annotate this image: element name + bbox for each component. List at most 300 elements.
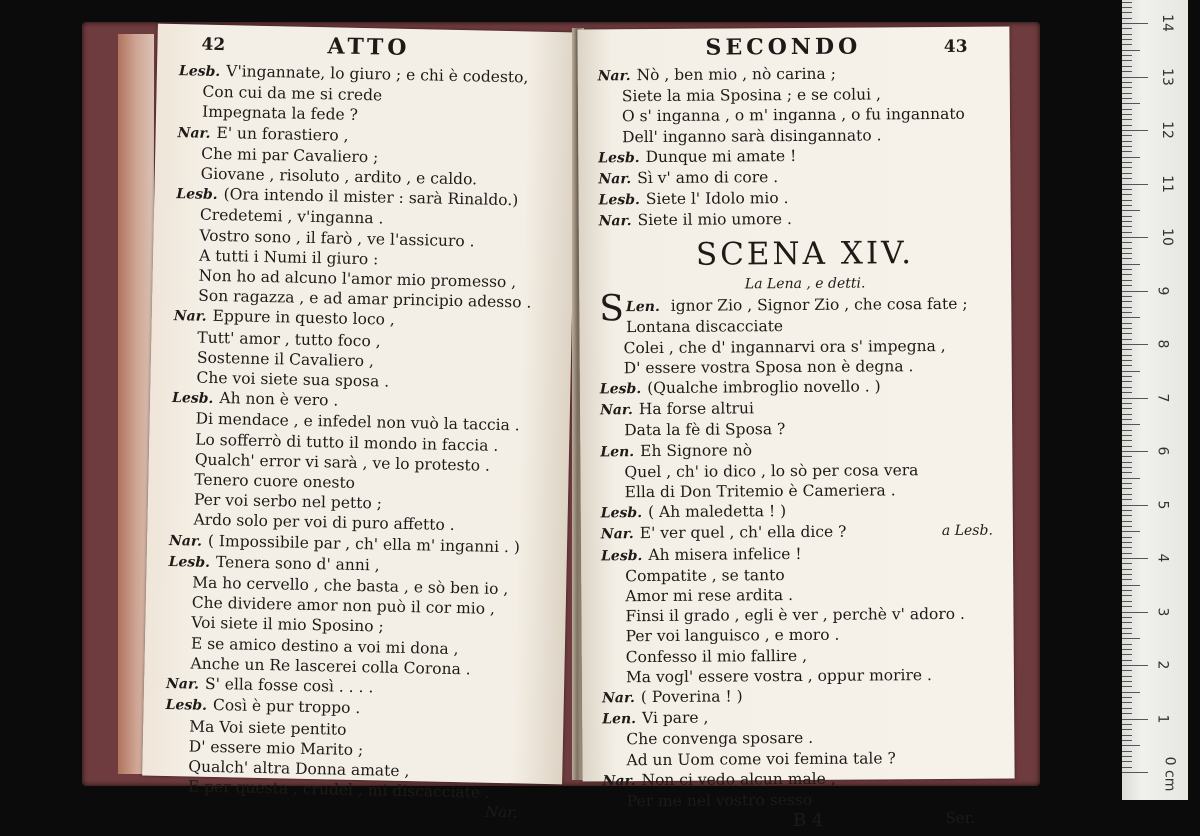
drop-cap: S [599, 287, 625, 329]
line-text: Lo sofferrò di tutto il mondo in faccia . [195, 430, 499, 455]
ruler-tick [1122, 103, 1140, 104]
ruler-tick [1122, 451, 1148, 452]
ruler-tick [1122, 670, 1132, 671]
text-line [602, 644, 1014, 667]
ruler-tick [1122, 307, 1132, 308]
ruler-tick [1122, 553, 1132, 554]
line-text: Per me nel vostro sesso [626, 790, 813, 811]
ruler-tick [1122, 98, 1132, 99]
ruler-number: 6 [1154, 446, 1171, 456]
right-page-number: 43 [943, 36, 968, 57]
ruler-tick [1122, 724, 1132, 725]
ruler-tick [1122, 162, 1132, 163]
line-text: Per voi languisco , e moro . [625, 626, 840, 646]
ruler-tick [1122, 349, 1132, 350]
ruler-tick [1122, 745, 1140, 746]
ruler-tick [1122, 194, 1132, 195]
ruler-number: 9 [1154, 286, 1171, 295]
speaker-label: Len. [600, 443, 635, 461]
line-text: D' essere vostra Sposa non è degna . [623, 357, 914, 378]
ruler-tick [1122, 210, 1140, 211]
ruler-tick [1122, 478, 1140, 479]
ruler-tick [1122, 221, 1132, 222]
line-text: O s' inganna , o m' inganna , o fu ingannato [621, 105, 965, 126]
ruler-tick [1122, 269, 1132, 270]
line-text: Confesso il mio fallire , [625, 646, 808, 666]
ruler-tick [1122, 371, 1140, 372]
text-line [598, 84, 1010, 107]
line-text: Siete la mia Sposina ; e se colui , [621, 85, 881, 106]
speaker-label: Nar. [599, 402, 633, 419]
line-text: E se amico destino a voi mi dona , [190, 634, 459, 658]
line-text: Vostro sono , il farò , ve l'assicuro . [199, 226, 475, 250]
ruler-tick [1122, 521, 1132, 522]
line-text: Che convenga sposare . [626, 729, 814, 749]
text-line [598, 187, 1010, 211]
ruler-tick [1122, 200, 1132, 201]
ruler-number: 12 [1158, 121, 1175, 139]
ruler-tick [1122, 355, 1132, 356]
speaker-label: Nar. [598, 213, 632, 230]
text-line [602, 624, 1014, 647]
speaker-label: Nar. [601, 690, 635, 707]
ruler-tick [1122, 77, 1148, 78]
ruler-tick [1122, 638, 1140, 639]
ruler-tick [1122, 649, 1132, 650]
ruler-tick [1122, 585, 1140, 586]
line-text: Ah non è vero . [219, 389, 339, 410]
measurement-ruler [1122, 0, 1188, 800]
ruler-tick [1122, 7, 1132, 8]
text-line [601, 521, 1013, 545]
left-page-number: 42 [201, 34, 226, 56]
ruler-tick [1122, 612, 1148, 613]
ruler-tick [1122, 66, 1132, 67]
line-text: (Qualche imbroglio novello . ) [647, 377, 881, 398]
ruler-tick [1122, 531, 1140, 532]
speaker-label: Lesb. [165, 697, 208, 715]
ruler-tick [1122, 71, 1132, 72]
ruler-tick [1122, 333, 1132, 334]
speaker-label: Lesb. [178, 63, 221, 80]
ruler-tick [1122, 446, 1132, 447]
line-text: Ardo solo per voi di puro affetto . [193, 511, 455, 535]
line-text: S' ella fosse così . . . . [204, 674, 374, 697]
ruler-tick [1122, 50, 1140, 51]
line-text: Nò , ben mio , nò carina ; [636, 64, 836, 85]
line-text: Non ho ad alcuno l'amor mio promesso , [198, 266, 517, 292]
ruler-tick [1122, 296, 1132, 297]
ruler-tick [1122, 151, 1132, 152]
line-text: Quel , ch' io dico , lo sò per cosa vera [624, 460, 919, 482]
line-text: Così è pur troppo . [212, 696, 361, 718]
line-text: Qualch' error vi sarà , ve lo protesto . [194, 450, 491, 475]
left-catchword: Nar. [484, 803, 518, 822]
line-text: Dell' inganno sarà disingannato . [622, 126, 882, 146]
line-text: Sì v' amo di core . [637, 168, 779, 188]
ruler-tick [1122, 622, 1132, 623]
ruler-tick [1122, 264, 1140, 265]
ruler-tick [1122, 628, 1132, 629]
text-line [601, 604, 1013, 627]
speaker-label: Lesb. [168, 553, 211, 571]
line-text: A tutti i Numi il giuro : [198, 246, 379, 269]
ruler-tick [1122, 87, 1132, 88]
ruler-number: 3 [1154, 607, 1171, 616]
ruler-tick [1122, 189, 1132, 190]
text-line [602, 747, 1014, 770]
speaker-label: Nar. [165, 676, 200, 693]
ruler-tick [1122, 344, 1148, 345]
line-text: ( Poverina ! ) [640, 687, 743, 707]
ruler-tick [1122, 28, 1132, 29]
text-line [600, 397, 1012, 421]
speaker-label: Nar. [168, 532, 203, 550]
line-text: Dunque mi amate ! [645, 146, 797, 166]
line-text: Qualch' altra Donna amate , [188, 757, 410, 781]
text-line [598, 166, 1010, 190]
ruler-tick [1122, 729, 1132, 730]
line-text: Tenera sono d' anni , [215, 552, 380, 575]
ruler-tick [1122, 644, 1132, 645]
text-line [598, 104, 1010, 127]
ruler-number: 11 [1158, 174, 1175, 193]
speaker-label: Nar. [173, 308, 207, 326]
text-line [599, 287, 1011, 338]
line-text: ignor Zio , Signor Zio , che cosa fate ; [670, 294, 968, 315]
speaker-label: Nar. [600, 526, 634, 543]
ruler-tick [1122, 167, 1132, 168]
ruler-tick [1122, 141, 1132, 142]
line-text: ( Impossibile par , ch' ella m' inganni . ) [207, 531, 521, 557]
line-text: Ad un Uom come voi femina tale ? [626, 748, 896, 769]
scene-subtitle: La Lena , e detti. [744, 275, 866, 292]
line-text: Giovane , risoluto , ardito , e caldo. [200, 164, 478, 189]
ruler-tick [1122, 114, 1132, 115]
ruler-tick [1122, 435, 1132, 436]
ruler-tick [1122, 537, 1132, 538]
text-line [602, 664, 1014, 687]
speaker-label: Lesb. [176, 186, 218, 204]
ruler-tick [1122, 55, 1132, 56]
ruler-tick [1122, 601, 1132, 602]
ruler-tick [1122, 751, 1132, 752]
ruler-tick [1122, 456, 1132, 457]
ruler-tick [1122, 60, 1132, 61]
ruler-tick [1122, 274, 1132, 275]
ruler-tick [1122, 681, 1132, 682]
text-line [601, 542, 1013, 566]
ruler-tick [1122, 483, 1132, 484]
line-text: ( Ah maledetta ! ) [647, 502, 787, 522]
ruler-tick [1122, 697, 1132, 698]
ruler-tick [1122, 381, 1132, 382]
text-line [599, 208, 1011, 232]
ruler-tick [1122, 280, 1132, 281]
ruler-tick [1122, 312, 1132, 313]
line-text: Ha forse altrui [638, 399, 754, 419]
ruler-tick [1122, 472, 1132, 473]
ruler-tick [1122, 440, 1132, 441]
ruler-tick [1122, 414, 1132, 415]
ruler-tick [1122, 424, 1140, 425]
ruler-number: 8 [1154, 339, 1171, 349]
line-text: Finsi il grado , egli è ver , perchè v' adoro . [625, 605, 965, 626]
ruler-number: 4 [1154, 553, 1171, 563]
line-text: Credetemi , v'inganna . [199, 206, 384, 228]
speaker-label: Lesb. [599, 381, 642, 398]
ruler-tick [1122, 494, 1132, 495]
line-text: Con cui da me si crede [202, 82, 383, 105]
text-line [600, 355, 1012, 378]
right-text-block-top [598, 63, 1011, 232]
ruler-tick [1122, 713, 1132, 714]
line-text: D' essere mio Marito ; [188, 737, 364, 759]
line-text: Voi siete il mio Sposino ; [191, 614, 384, 637]
speaker-label: Len. [625, 298, 660, 315]
ruler-tick [1122, 285, 1132, 286]
ruler-tick [1122, 563, 1132, 564]
line-text: Impegnata la fede ? [201, 103, 359, 125]
speaker-label: Lesb. [600, 505, 643, 522]
ruler-number: 13 [1158, 67, 1175, 86]
ruler-tick [1122, 526, 1132, 527]
ruler-tick [1122, 34, 1132, 35]
line-text: Amor mi rese ardita . [625, 586, 794, 606]
line-text: Ma ho cervello , che basta , e sò ben io , [192, 573, 509, 599]
ruler-tick [1122, 761, 1132, 762]
line-text: Ella di Don Tritemio è Cameriera . [624, 481, 896, 502]
ruler-tick [1122, 376, 1132, 377]
ruler-tick [1122, 665, 1148, 666]
ruler-tick [1122, 258, 1132, 259]
ruler-tick [1122, 467, 1132, 468]
line-text: Che voi siete sua sposa . [196, 368, 390, 391]
line-text: Ma vogl' essere vostra , oppur morire . [625, 665, 932, 687]
ruler-number: 1 [1154, 714, 1171, 723]
ruler-tick [1122, 408, 1132, 409]
line-text: Data la fè di Sposa ? [624, 420, 786, 440]
text-line [600, 335, 1012, 358]
ruler-tick [1122, 654, 1132, 655]
ruler-tick [1122, 756, 1132, 757]
ruler-tick [1122, 606, 1132, 607]
line-text: V'ingannate, lo giuro ; e chi è codesto, [226, 62, 529, 87]
line-text: Eppure in questo loco , [212, 307, 395, 330]
ruler-tick [1122, 323, 1132, 324]
ruler-number: 7 [1154, 393, 1171, 402]
ruler-tick [1122, 12, 1132, 13]
ruler-tick [1122, 488, 1132, 489]
ruler-tick [1122, 692, 1140, 693]
text-line [601, 563, 1013, 586]
speaker-label: Nar. [598, 171, 632, 188]
ruler-tick [1122, 590, 1132, 591]
ruler-tick [1122, 237, 1148, 238]
speaker-label: Len. [602, 711, 637, 728]
ruler-tick [1122, 499, 1132, 500]
ruler-tick [1122, 633, 1132, 634]
ruler-number: 10 [1158, 228, 1175, 246]
ruler-tick [1122, 462, 1132, 463]
line-text: Lontana discacciate [626, 316, 784, 337]
ruler-tick [1122, 740, 1132, 741]
text-line [601, 500, 1013, 524]
ruler-tick [1122, 686, 1132, 687]
ruler-tick [1122, 130, 1148, 131]
ruler-tick [1122, 515, 1132, 516]
ruler-tick [1122, 579, 1132, 580]
ruler-tick [1122, 44, 1132, 45]
text-line [600, 459, 1012, 482]
speaker-label: Nar. [177, 124, 211, 142]
ruler-tick [1122, 82, 1132, 83]
ruler-tick [1122, 708, 1132, 709]
text-line [601, 480, 1013, 503]
ruler-tick [1122, 146, 1132, 147]
line-text: Compatite , se tanto [625, 565, 785, 586]
ruler-tick [1122, 317, 1140, 318]
speaker-label: Lesb. [601, 547, 643, 565]
speaker-label: Nar. [597, 68, 631, 85]
text-line [602, 706, 1014, 730]
ruler-tick [1122, 23, 1148, 24]
ruler-number: 2 [1154, 660, 1171, 670]
text-line [598, 144, 1010, 168]
ruler-tick [1122, 253, 1132, 254]
right-page-header [577, 33, 1009, 66]
ruler-tick [1122, 328, 1132, 329]
line-text: Ma Voi siete pentito [189, 716, 347, 739]
ruler-tick [1122, 569, 1132, 570]
ruler-tick [1122, 558, 1148, 559]
text-line [600, 376, 1012, 400]
line-text: Eh Signore nò [640, 440, 753, 460]
ruler-tick [1122, 178, 1132, 179]
line-text: Per voi serbo nel petto ; [193, 490, 383, 513]
line-text: Siete l' Idolo mio . [645, 189, 789, 209]
ruler-tick [1122, 119, 1132, 120]
line-text: Che dividere amor non può il cor mio , [191, 593, 496, 619]
text-line [598, 124, 1010, 147]
ruler-tick [1122, 365, 1132, 366]
line-text: E' un forastiero , [216, 123, 349, 145]
signature-mark: B 4 [792, 810, 824, 832]
ruler-tick [1122, 242, 1132, 243]
right-running-head: SECONDO [705, 33, 862, 61]
ruler-tick [1122, 216, 1132, 217]
ruler-tick [1122, 339, 1132, 340]
ruler-tick [1122, 719, 1148, 720]
ruler-tick [1122, 767, 1132, 768]
ruler-tick [1122, 18, 1132, 19]
ruler-tick [1122, 702, 1132, 703]
line-text: E per questa , crudel , mi discacciate . [187, 777, 491, 802]
text-line [603, 789, 1015, 812]
ruler-tick [1122, 574, 1132, 575]
ruler-tick [1122, 173, 1132, 174]
line-text: Ah misera infelice ! [648, 544, 802, 564]
ruler-tick [1122, 676, 1132, 677]
line-text: Siete il mio umore . [637, 210, 792, 230]
ruler-tick [1122, 157, 1140, 158]
ruler-number: 5 [1154, 500, 1171, 509]
line-text: Colei , che d' ingannarvi ora s' impegna , [623, 336, 946, 357]
text-line [602, 727, 1014, 750]
ruler-tick [1122, 2, 1132, 3]
ruler-unit-label: 0 cm [1161, 756, 1178, 792]
stage-direction: a Lesb. [941, 523, 993, 540]
line-text: Anche un Re lascerei colla Corona . [190, 654, 471, 679]
ruler-tick [1122, 93, 1132, 94]
line-text: Son ragazza , e ad amar principio adesso . [198, 286, 532, 312]
text-line [600, 438, 1012, 462]
ruler-tick [1122, 135, 1132, 136]
right-page [577, 27, 1014, 832]
ruler-tick [1122, 660, 1132, 661]
ruler-tick [1122, 232, 1132, 233]
ruler-tick [1122, 125, 1132, 126]
ruler-tick [1122, 772, 1148, 773]
scene-title: SCENA XIV. [695, 234, 915, 273]
line-text: Di mendace , e infedel non vuò la taccia . [195, 410, 520, 435]
left-running-head: ATTO [327, 33, 411, 61]
line-text: Sostenne il Cavaliero , [196, 348, 375, 371]
right-page-footer [583, 809, 1015, 836]
speaker-label: Lesb. [598, 192, 640, 209]
ruler-tick [1122, 291, 1148, 292]
ruler-tick [1122, 109, 1132, 110]
line-text: (Ora intendo il mister : sarà Rinaldo.) [223, 185, 519, 210]
ruler-tick [1122, 403, 1132, 404]
ruler-tick [1122, 184, 1148, 185]
ruler-tick [1122, 39, 1132, 40]
ruler-tick [1122, 301, 1132, 302]
line-text: Vi pare , [641, 708, 709, 728]
ruler-tick [1122, 735, 1132, 736]
text-line [601, 584, 1013, 607]
right-catchword: Ser. [945, 809, 975, 828]
speaker-label: Nar. [602, 773, 636, 790]
text-line [598, 63, 1010, 87]
ruler-number: 14 [1158, 14, 1175, 32]
text-line [602, 685, 1014, 709]
ruler-tick [1122, 430, 1132, 431]
ruler-tick [1122, 398, 1148, 399]
ruler-tick [1122, 595, 1132, 596]
ruler-tick [1122, 205, 1132, 206]
text-line [603, 767, 1015, 791]
ruler-tick [1122, 505, 1148, 506]
line-text: Non ci vedo alcun male , [641, 769, 836, 789]
ruler-tick [1122, 617, 1132, 618]
line-text: Che mi par Cavaliero ; [201, 144, 379, 167]
ruler-tick [1122, 419, 1132, 420]
line-text: E' ver quel , ch' ella dice ? [639, 523, 847, 543]
text-line [600, 418, 1012, 441]
left-text-block [142, 60, 577, 805]
ruler-tick [1122, 226, 1132, 227]
speaker-label: Lesb. [598, 149, 640, 167]
ruler-tick [1122, 248, 1132, 249]
ruler-tick [1122, 392, 1132, 393]
ruler-tick [1122, 387, 1132, 388]
right-text-block-bottom [600, 335, 1015, 812]
ruler-tick [1122, 542, 1132, 543]
left-page [142, 24, 578, 822]
line-text: Tenero cuore onesto [194, 470, 356, 492]
ruler-tick [1122, 360, 1132, 361]
